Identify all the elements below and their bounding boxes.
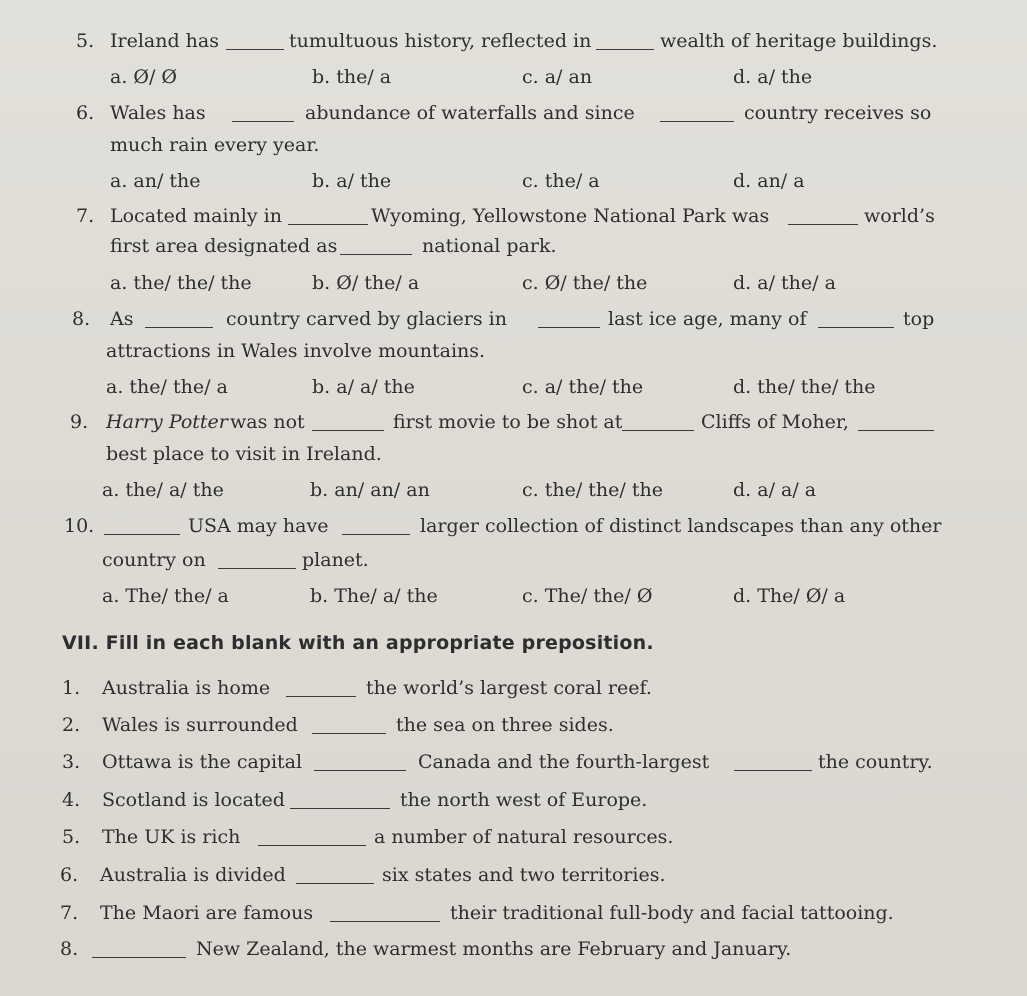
- option-c[interactable]: c. a/ an: [522, 66, 593, 88]
- question-text: Ireland has: [110, 30, 219, 52]
- answer-blank[interactable]: [232, 96, 294, 130]
- option-c[interactable]: c. the/ the/ the: [522, 479, 663, 501]
- question-number: 5.: [76, 30, 95, 52]
- item-number: 4.: [62, 789, 81, 811]
- option-d[interactable]: d. a/ a/ a: [733, 479, 817, 501]
- answer-blank[interactable]: [314, 745, 406, 779]
- option-a[interactable]: a. the/ the/ the: [110, 272, 252, 294]
- item-text: their traditional full-body and facial tattooing.: [450, 902, 894, 924]
- answer-blank[interactable]: [104, 509, 180, 543]
- option-c[interactable]: c. a/ the/ the: [522, 376, 644, 398]
- option-a[interactable]: a. Ø/ Ø: [110, 66, 178, 88]
- answer-blank[interactable]: [340, 229, 412, 263]
- option-c[interactable]: c. The/ the/ Ø: [522, 585, 653, 607]
- item-text: The Maori are famous: [100, 902, 314, 924]
- question-5-line: [0, 24, 1027, 58]
- item-text: a number of natural resources.: [374, 826, 674, 848]
- option-d[interactable]: d. The/ Ø/ a: [733, 585, 846, 607]
- question-number: 9.: [70, 411, 89, 433]
- answer-blank[interactable]: [538, 302, 600, 336]
- question-text: As: [110, 308, 134, 330]
- answer-blank[interactable]: [290, 783, 390, 817]
- option-a[interactable]: a. the/ the/ a: [106, 376, 228, 398]
- answer-blank[interactable]: [330, 896, 440, 930]
- option-b[interactable]: b. an/ an/ an: [310, 479, 430, 501]
- answer-blank[interactable]: [288, 199, 368, 233]
- question-number: 8.: [72, 308, 91, 330]
- option-d[interactable]: d. the/ the/ the: [733, 376, 876, 398]
- option-a[interactable]: a. an/ the: [110, 170, 201, 192]
- answer-blank[interactable]: [818, 302, 894, 336]
- question-text: USA may have: [188, 515, 329, 537]
- answer-blank[interactable]: [286, 671, 356, 705]
- question-text: country receives so: [744, 102, 932, 124]
- question-text: abundance of waterfalls and since: [305, 102, 635, 124]
- answer-blank[interactable]: [92, 932, 186, 966]
- item-text: Canada and the fourth-largest: [418, 751, 710, 773]
- prep-item-1: [0, 671, 1027, 705]
- answer-blank[interactable]: [312, 708, 386, 742]
- option-a[interactable]: a. The/ the/ a: [102, 585, 229, 607]
- prep-item-2: [0, 708, 1027, 742]
- question-text: Cliffs of Moher,: [701, 411, 849, 433]
- answer-blank[interactable]: [258, 820, 366, 854]
- question-text: Located mainly in: [110, 205, 282, 227]
- answer-blank[interactable]: [788, 199, 858, 233]
- item-number: 6.: [60, 864, 79, 886]
- option-b[interactable]: b. a/ the: [312, 170, 392, 192]
- answer-blank[interactable]: [226, 24, 284, 58]
- item-number: 7.: [60, 902, 79, 924]
- question-text: tumultuous history, reflected in: [289, 30, 592, 52]
- prep-item-4: [0, 783, 1027, 817]
- question-text: world’s: [864, 205, 935, 227]
- question-text: planet.: [302, 549, 369, 571]
- question-8-line: [0, 302, 1027, 336]
- question-text: national park.: [422, 235, 557, 257]
- option-d[interactable]: d. an/ a: [733, 170, 805, 192]
- item-number: 8.: [60, 938, 79, 960]
- question-text: top: [903, 308, 935, 330]
- question-text: first movie to be shot at: [393, 411, 623, 433]
- question-number: 10.: [64, 515, 95, 537]
- question-7-continuation: [0, 229, 1027, 263]
- prep-item-6: [0, 858, 1027, 892]
- question-text: first area designated as: [110, 235, 338, 257]
- option-d[interactable]: d. a/ the: [733, 66, 813, 88]
- item-text: Australia is home: [102, 677, 271, 699]
- question-text: last ice age, many of: [608, 308, 807, 330]
- option-a[interactable]: a. the/ a/ the: [102, 479, 224, 501]
- answer-blank[interactable]: [312, 405, 384, 439]
- item-text: Australia is divided: [100, 864, 286, 886]
- option-d[interactable]: d. a/ the/ a: [733, 272, 836, 294]
- option-b[interactable]: b. the/ a: [312, 66, 392, 88]
- prep-item-3: [0, 745, 1027, 779]
- item-text: the country.: [818, 751, 933, 773]
- prep-item-5: [0, 820, 1027, 854]
- answer-blank[interactable]: [296, 858, 374, 892]
- item-text: New Zealand, the warmest months are February and January.: [196, 938, 792, 960]
- item-number: 5.: [62, 826, 81, 848]
- answer-blank[interactable]: [342, 509, 410, 543]
- option-c[interactable]: c. Ø/ the/ the: [522, 272, 648, 294]
- question-text: was not: [230, 411, 305, 433]
- question-10-line: [0, 509, 1027, 543]
- question-continuation: much rain every year.: [110, 134, 320, 156]
- question-number: 7.: [76, 205, 95, 227]
- answer-blank[interactable]: [145, 302, 213, 336]
- prep-item-8: [0, 932, 1027, 966]
- question-text: country carved by glaciers in: [226, 308, 507, 330]
- question-number: 6.: [76, 102, 95, 124]
- question-continuation: best place to visit in Ireland.: [106, 443, 382, 465]
- movie-title: [106, 405, 228, 439]
- question-7-line: [0, 199, 1027, 233]
- item-text: the north west of Europe.: [400, 789, 648, 811]
- item-text: The UK is rich: [102, 826, 241, 848]
- answer-blank[interactable]: [596, 24, 654, 58]
- item-text: Wales is surrounded: [102, 714, 298, 736]
- item-text: Scotland is located: [102, 789, 285, 811]
- question-text: Wales has: [110, 102, 206, 124]
- option-c[interactable]: c. the/ a: [522, 170, 600, 192]
- question-6-line: [0, 96, 1027, 130]
- answer-blank[interactable]: [734, 745, 812, 779]
- question-9-line: [0, 405, 1027, 439]
- item-text: the world’s largest coral reef.: [366, 677, 652, 699]
- option-b[interactable]: b. a/ a/ the: [312, 376, 415, 398]
- section-vii-title: VII. Fill in each blank with an appropriate preposition.: [62, 632, 654, 654]
- answer-blank[interactable]: [660, 96, 734, 130]
- item-number: 1.: [62, 677, 81, 699]
- option-b[interactable]: b. The/ a/ the: [310, 585, 438, 607]
- question-text: Wyoming, Yellowstone National Park was: [371, 205, 770, 227]
- answer-blank[interactable]: [622, 405, 694, 439]
- question-continuation: attractions in Wales involve mountains.: [106, 340, 486, 362]
- answer-blank[interactable]: [218, 543, 296, 577]
- question-text: country on: [102, 549, 206, 571]
- question-text: larger collection of distinct landscapes than any other: [420, 515, 942, 537]
- option-b[interactable]: b. Ø/ the/ a: [312, 272, 420, 294]
- item-number: 3.: [62, 751, 81, 773]
- movie-title-text: Harry Potter: [106, 411, 228, 433]
- question-text: wealth of heritage buildings.: [660, 30, 938, 52]
- answer-blank[interactable]: [858, 405, 934, 439]
- prep-item-7: [0, 896, 1027, 930]
- item-text: six states and two territories.: [382, 864, 666, 886]
- item-text: the sea on three sides.: [396, 714, 614, 736]
- item-number: 2.: [62, 714, 81, 736]
- item-text: Ottawa is the capital: [102, 751, 303, 773]
- question-10-continuation: [0, 543, 1027, 577]
